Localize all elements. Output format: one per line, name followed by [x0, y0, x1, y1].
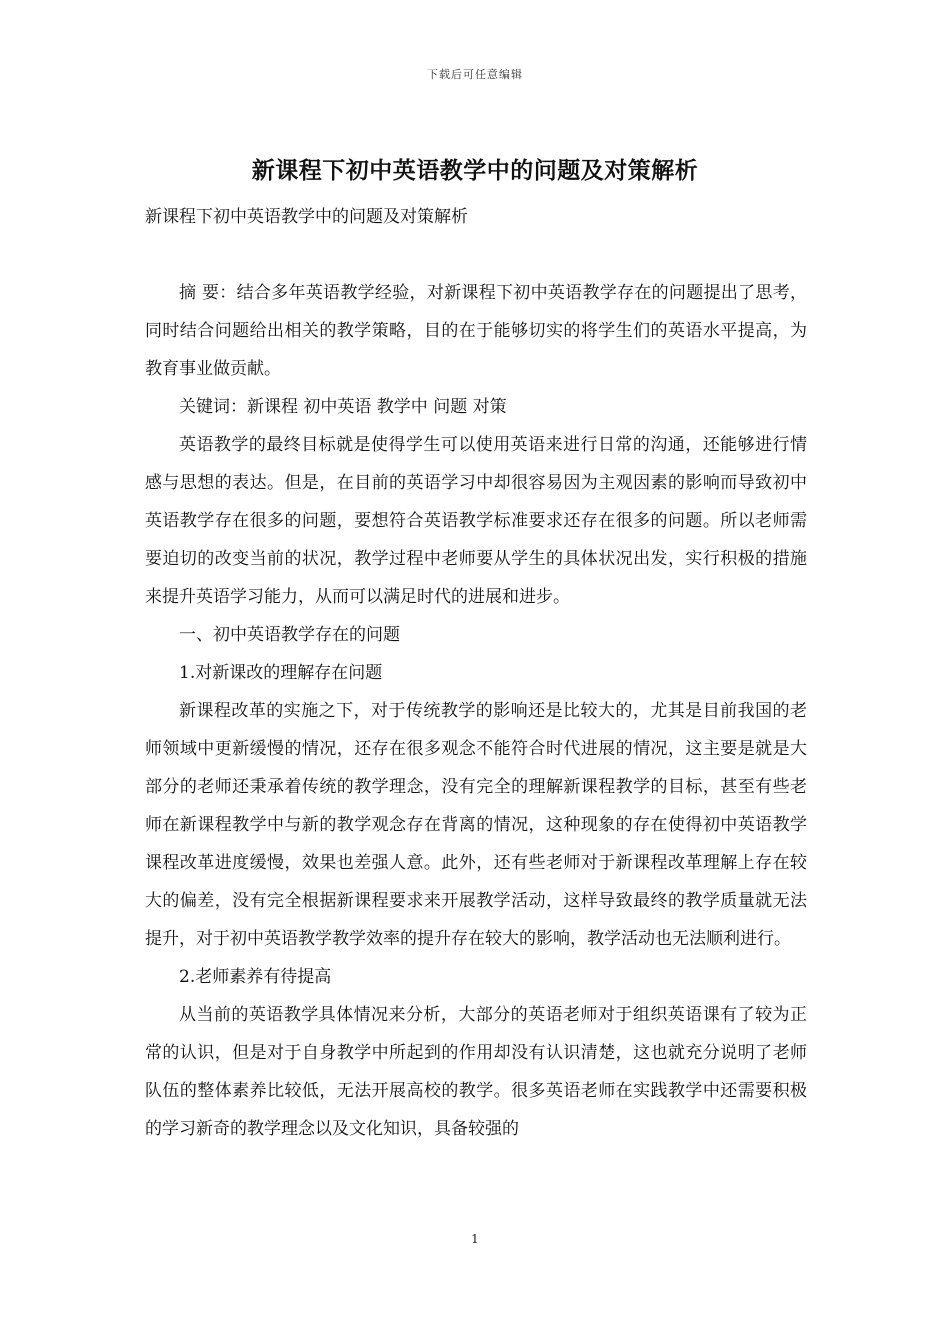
intro-paragraph: 英语教学的最终目标就是使得学生可以使用英语来进行日常的沟通，还能够进行情感与思想的表达。但是，在目前的英语学习中却很容易因为主观因素的影响而导致初中英语教学存在很多的问题，要想符合英语教学标准要求还存在很多的问题。所以老师需要迫切的改变当前的状况，教学过程中老师要从学生的具体状况出发，实行积极的措施来提升英语学习能力，从而可以满足时代的进展和进步。	[145, 435, 807, 607]
document-subtitle: 新课程下初中英语教学中的问题及对策解析	[145, 207, 468, 227]
header-note: 下载后可任意编辑	[427, 68, 523, 81]
section-heading-1: 一、初中英语教学存在的问题	[179, 625, 400, 645]
blank-line	[145, 236, 807, 274]
subsection-heading-1: 1.对新课改的理解存在问题	[179, 663, 383, 683]
keywords-line: 关键词：新课程 初中英语 教学中 问题 对策	[179, 397, 507, 417]
page-number: 1	[471, 1232, 479, 1246]
subsection-1-paragraph: 新课程改革的实施之下，对于传统教学的影响还是比较大的，尤其是目前我国的老师领域中更新缓慢的情况，还存在很多观念不能符合时代进展的情况，这主要是就是大部分的老师还秉承着传统的教学理念，没有完全的理解新课程教学的目标，甚至有些老师在新课程教学中与新的教学观念存在背离的情况，这种现象的存在使得初中英语教学课程改革进度缓慢，效果也差强人意。此外，还有些老师对于新课程改革理解上存在较大的偏差，没有完全根据新课程要求来开展教学活动，这样导致最终的教学质量就无法提升，对于初中英语教学教学效率的提升存在较大的影响，教学活动也无法顺利进行。	[145, 701, 807, 949]
abstract-paragraph: 摘 要：结合多年英语教学经验，对新课程下初中英语教学存在的问题提出了思考，同时结合问题给出相关的教学策略，目的在于能够切实的将学生们的英语水平提高，为教育事业做贡献。	[145, 283, 807, 379]
document-title: 新课程下初中英语教学中的问题及对策解析	[251, 157, 699, 184]
subsection-2-paragraph: 从当前的英语教学具体情况来分析，大部分的英语老师对于组织英语课有了较为正常的认识，但是对于自身教学中所起到的作用却没有认识清楚，这也就充分说明了老师队伍的整体素养比较低，无法开展高校的教学。很多英语老师在实践教学中还需要积极的学习新奇的教学理念以及文化知识，具备较强的	[145, 1005, 807, 1139]
document-body	[145, 198, 807, 1148]
subsection-heading-2: 2.老师素养有待提高	[179, 967, 332, 987]
